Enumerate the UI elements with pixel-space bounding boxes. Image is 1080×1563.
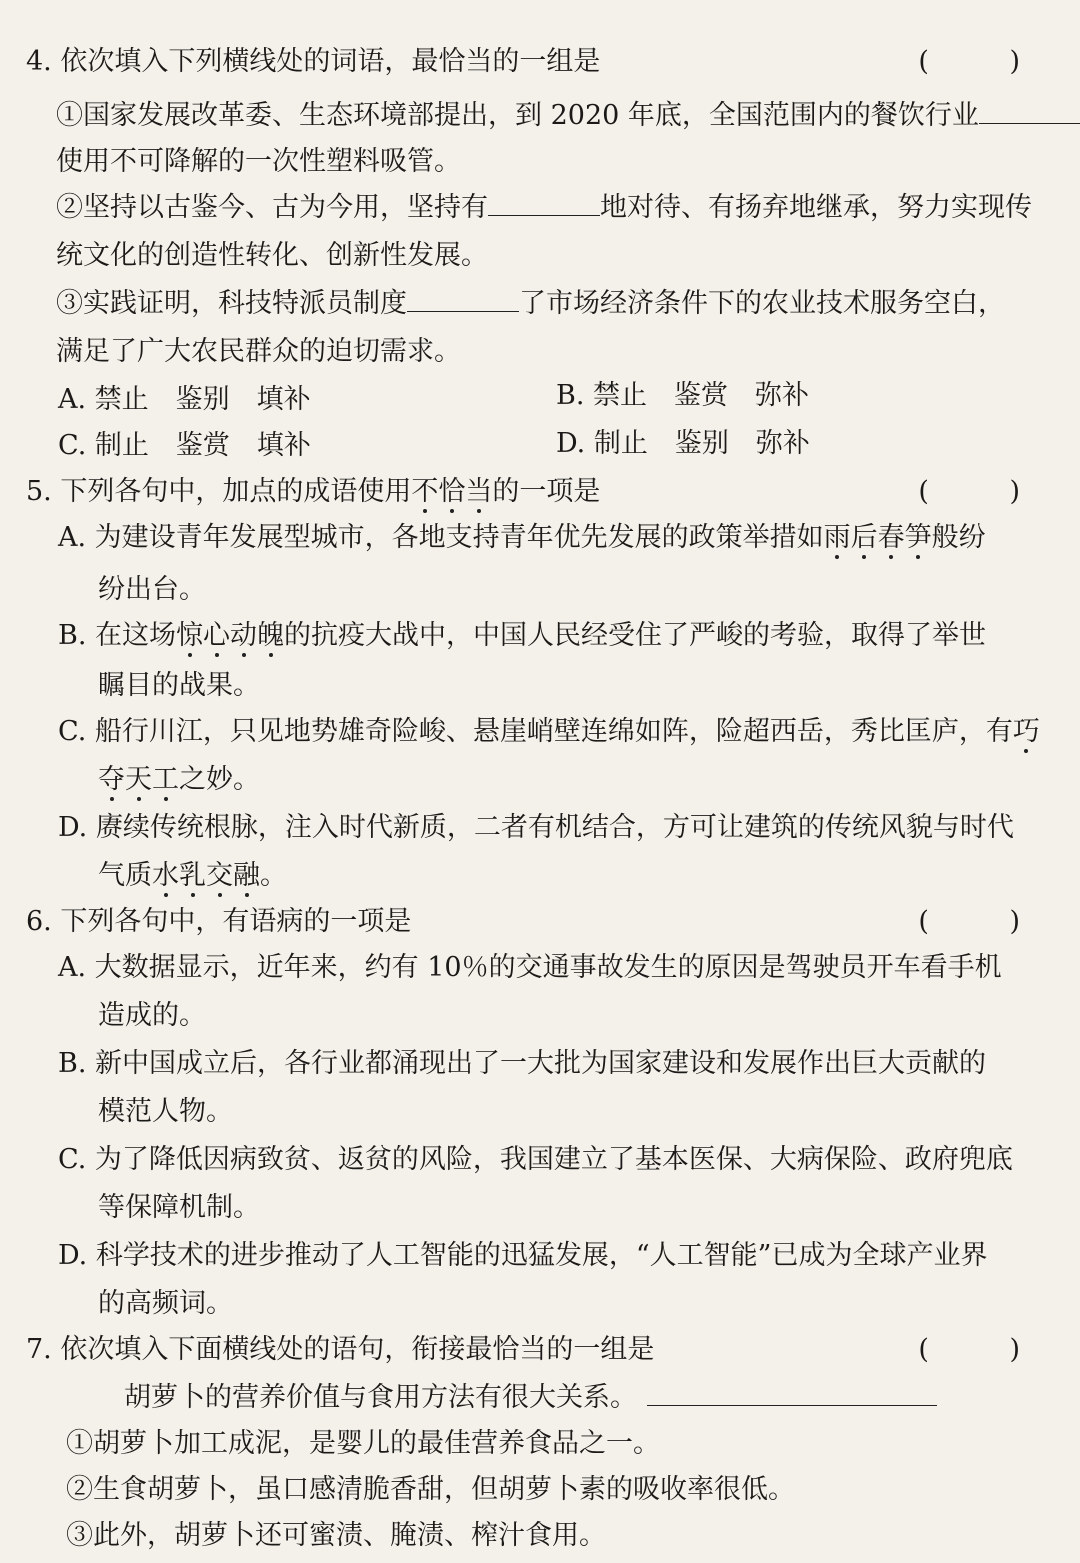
q6-option-a-cont: 造成的。: [98, 1000, 206, 1031]
q4-sentence-3-cont: 满足了广大农民群众的迫切需求。: [56, 336, 461, 367]
q7-intro: 胡萝卜的营养价值与食用方法有很大关系。: [124, 1374, 1080, 1422]
q6-option-b: B. 新中国成立后，各行业都涌现出了一大批为国家建设和发展作出巨大贡献的: [58, 1048, 987, 1079]
q6-option-a: A. 大数据显示，近年来，约有 10％的交通事故发生的原因是驾驶员开车看手机: [58, 952, 1002, 983]
question-6-stem: 6. 下列各句中，有语病的一项是 ( ): [26, 898, 1066, 946]
q6-option-b-cont: 模范人物。: [98, 1096, 233, 1127]
q7-item-3: ③此外，胡萝卜还可蜜渍、腌渍、榨汁食用。: [66, 1520, 606, 1551]
q4-option-c: C. 制止 鉴赏 填补: [58, 430, 311, 461]
q4-sentence-3: ③实践证明，科技特派员制度 了市场经济条件下的农业技术服务空白，: [56, 280, 1056, 328]
q6-option-c: C. 为了降低因病致贫、返贫的风险，我国建立了基本医保、大病保险、政府兜底: [58, 1144, 1013, 1175]
q6-option-d-cont: 的高频词。: [98, 1288, 233, 1319]
q6-option-d: D. 科学技术的进步推动了人工智能的迅猛发展，“人工智能”已成为全球产业界: [58, 1240, 988, 1271]
dotted-idiom: 雨后春笋: [823, 522, 932, 553]
q4-option-a: A. 禁止 鉴别 填补: [58, 384, 311, 415]
q5-option-b: B. 在这场惊心动魄的抗疫大战中，中国人民经受住了严峻的考验，取得了举世: [58, 620, 987, 651]
q5-option-d: D. 赓续传统根脉，注入时代新质，二者有机结合，方可让建筑的传统风貌与时代: [58, 812, 1014, 843]
q5-option-d-cont: 气质水乳交融。: [98, 860, 287, 891]
q5-option-b-cont: 瞩目的战果。: [98, 670, 260, 701]
fill-blank: [979, 95, 1080, 124]
fill-blank: [647, 1377, 937, 1406]
q5-option-a: A. 为建设青年发展型城市，各地支持青年优先发展的政策举措如雨后春笋般纷: [58, 522, 986, 553]
q7-item-2: ②生食胡萝卜，虽口感清脆香甜，但胡萝卜素的吸收率很低。: [66, 1474, 795, 1505]
q5-option-c-cont: 夺天工之妙。: [98, 764, 260, 795]
answer-paren: ( ): [918, 476, 1056, 507]
q4-option-b: B. 禁止 鉴赏 弥补: [556, 380, 810, 411]
question-5-stem: 5. 下列各句中，加点的成语使用不恰当的一项是 ( ): [26, 468, 1066, 516]
answer-paren: ( ): [918, 1334, 1056, 1365]
fill-blank: [407, 283, 519, 312]
q5-option-a-cont: 纷出台。: [98, 574, 206, 605]
q5-option-c: C. 船行川江，只见地势雄奇险峻、悬崖峭壁连绵如阵，险超西岳，秀比匡庐，有巧: [58, 716, 1040, 747]
q4-sentence-2: ②坚持以古鉴今、古为今用，坚持有 地对待、有扬弃地继承，努力实现传: [56, 184, 1056, 232]
answer-paren: ( ): [918, 906, 1056, 937]
q6-option-c-cont: 等保障机制。: [98, 1192, 260, 1223]
dotted-idiom: 惊心动魄: [176, 620, 285, 651]
q4-sentence-2-cont: 统文化的创造性转化、创新性发展。: [56, 240, 488, 271]
q4-option-d: D. 制止 鉴别 弥补: [556, 428, 810, 459]
dotted-idiom: 巧: [1012, 716, 1040, 747]
q4-sentence-1: ①国家发展改革委、生态环境部提出，到 2020 年底，全国范围内的餐饮行业: [56, 92, 1056, 140]
question-4-stem: [26, 38, 1066, 86]
dotted-idiom: 夺天工: [98, 764, 179, 795]
dotted-idiom: 水乳交融: [152, 860, 260, 891]
q4-sentence-1-cont: 使用不可降解的一次性塑料吸管。: [56, 146, 461, 177]
question-4-text: 4. 依次填入下列横线处的词语，最恰当的一组是: [26, 46, 601, 77]
dotted-emphasis: 不恰当: [411, 476, 493, 507]
fill-blank: [488, 187, 600, 216]
answer-paren: ( ): [918, 46, 1056, 77]
q7-item-1: ①胡萝卜加工成泥，是婴儿的最佳营养食品之一。: [66, 1428, 660, 1459]
question-7-stem: 7. 依次填入下面横线处的语句，衔接最恰当的一组是 ( ): [26, 1326, 1066, 1374]
